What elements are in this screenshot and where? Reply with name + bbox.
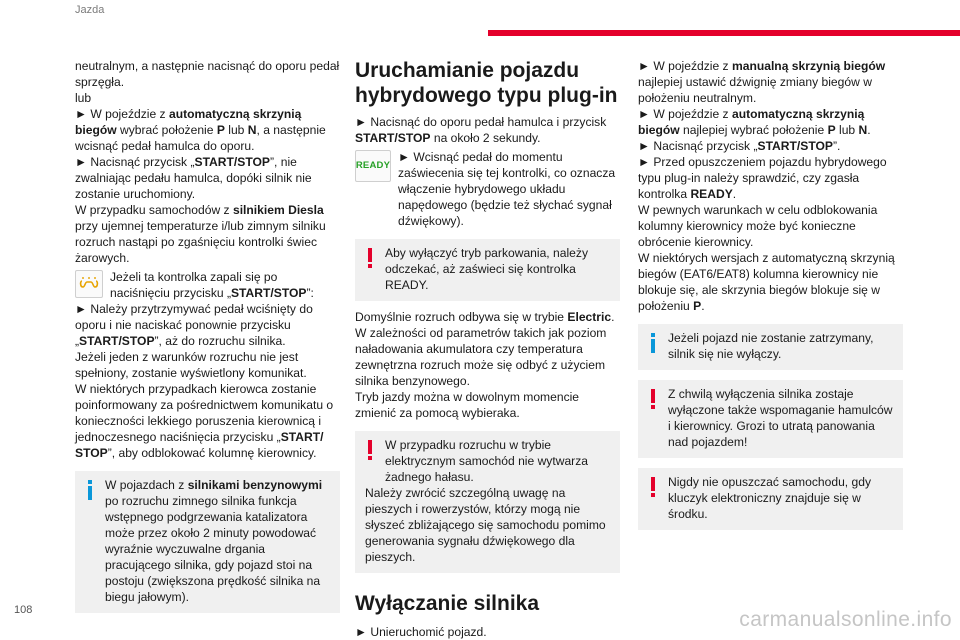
column-2 bbox=[355, 58, 620, 640]
paragraph: W niektórych przypadkach kierowca zostanie poinformowany za pośrednictwem komunikatu o konieczności lekkiego poruszenia kierownicą i jednoczesnego naciśnięcia przycisku „START/ STOP”, aby odblokować kolumnę kierownicy. bbox=[75, 382, 334, 460]
warning-note bbox=[355, 431, 620, 573]
paragraph: W pewnych warunkach w celu odblokowania kolumny kierownicy może być konieczne obrócenie kierownicy. bbox=[638, 203, 878, 249]
note-text: Należy zwrócić szczególną uwagę na pieszych i rowerzystów, którzy mogą nie słyszeć zbliżającego się samochodu pomimo generowania sygnału dźwiękowego dla pieszych. bbox=[365, 486, 606, 564]
warning-note bbox=[638, 380, 903, 458]
info-icon bbox=[85, 480, 95, 500]
warning-icon bbox=[648, 389, 658, 409]
paragraph: Tryb jazdy można w dowolnym momencie zmienić za pomocą wybieraka. bbox=[355, 390, 580, 420]
glow-plug-icon bbox=[75, 270, 103, 298]
column-1 bbox=[75, 58, 340, 613]
paragraph: ► W pojeździe z automatyczną skrzynią biegów najlepiej wybrać położenie P lub N. bbox=[638, 107, 871, 137]
note-text: Aby wyłączyć tryb parkowania, należy odczekać, aż zaświeci się kontrolka READY. bbox=[385, 246, 588, 292]
info-note bbox=[75, 471, 340, 613]
paragraph: ► W pojeździe z manualną skrzynią biegów najlepiej ustawić dźwignię zmiany biegów w położeniu neutralnym. bbox=[638, 59, 886, 105]
chapter-title: Jazda bbox=[75, 4, 105, 16]
note-text: Z chwilą wyłączenia silnika zostaje wyłączone także wspomaganie hamulców i kierownicy. Grozi to utratą panowania nad pojazdem! bbox=[668, 387, 893, 449]
glow-plug-lamp-row bbox=[75, 269, 340, 301]
paragraph: W zależności od parametrów takich jak poziom naładowania akumulatora czy temperatura zewnętrzna rozruch może się odbyć z użyciem silnika benzynowego. bbox=[355, 326, 607, 388]
paragraph: Domyślnie rozruch odbywa się w trybie Electric. bbox=[355, 310, 615, 324]
warning-icon bbox=[365, 248, 375, 268]
section-heading: Wyłączanie silnika bbox=[355, 592, 540, 615]
warning-icon bbox=[365, 440, 375, 460]
paragraph: ► Nacisnąć do oporu pedał hamulca i przycisk START/STOP na około 2 sekundy. bbox=[355, 115, 607, 145]
note-text: Nigdy nie opuszczać samochodu, gdy kluczyk elektroniczny znajduje się w środku. bbox=[668, 475, 872, 521]
paragraph: ► Nacisnąć przycisk „START/STOP”, nie zwalniając pedału hamulca, dopóki silnik nie zostanie uruchomiony. bbox=[75, 155, 312, 201]
ready-indicator-icon: READY bbox=[355, 150, 391, 182]
warning-icon bbox=[648, 477, 658, 497]
note-text: W przypadku rozruchu w trybie elektrycznym samochód nie wytwarza żadnego hałasu. bbox=[385, 438, 588, 484]
note-text: Jeżeli pojazd nie zostanie zatrzymany, silnik się nie wyłączy. bbox=[668, 331, 874, 361]
paragraph: ► W pojeździe z automatyczną skrzynią biegów wybrać położenie P lub N, a następnie wcisnąć pedał hamulca do oporu. bbox=[75, 107, 326, 153]
paragraph: ► Unieruchomić pojazd. bbox=[355, 625, 487, 639]
header-accent-bar bbox=[488, 30, 960, 36]
watermark: carmanualsonline.info bbox=[739, 608, 952, 631]
paragraph: ► Przed opuszczeniem pojazdu hybrydowego typu plug-in należy sprawdzić, czy zgasła kontrolka READY. bbox=[638, 155, 887, 201]
paragraph: Jeżeli ta kontrolka zapali się po naciśnięciu przycisku „START/STOP”: bbox=[110, 270, 314, 300]
paragraph: Jeżeli jeden z warunków rozruchu nie jest spełniony, zostanie wyświetlony komunikat. bbox=[75, 350, 307, 380]
info-icon bbox=[648, 333, 658, 353]
paragraph: ► Wcisnąć pedał do momentu zaświecenia się tej kontrolki, co oznacza włączenie hybrydowego układu napędowego (będzie też słychać sygnał dźwiękowy). bbox=[398, 150, 616, 228]
note-text: W pojazdach z silnikami benzynowymi po rozruchu zimnego silnika funkcja wstępnego podgrzewania katalizatora może przez około 2 minuty powodować wyraźnie wyczuwalne drgania pracującego silnika, gdy pojazd stoi na postoju (zwiększona prędkość silnika na biegu jałowym). bbox=[105, 478, 323, 604]
ready-lamp-row bbox=[355, 149, 620, 229]
paragraph: W przypadku samochodów z silnikiem Diesla przy ujemnej temperaturze i/lub zimnym silniku rozruch nastąpi po zgaśnięciu kontrolki świec żarowych. bbox=[75, 203, 326, 265]
paragraph: ► Nacisnąć przycisk „START/STOP”. bbox=[638, 139, 841, 153]
paragraph: lub bbox=[75, 91, 92, 105]
paragraph: ► Należy przytrzymywać pedał wciśnięty do oporu i nie naciskać ponownie przycisku „START/STOP”, aż do rozruchu silnika. bbox=[75, 302, 313, 348]
column-3 bbox=[638, 58, 903, 530]
warning-note bbox=[355, 239, 620, 301]
section-heading: Uruchamianie pojazdu hybrydowego typu plug-in bbox=[355, 59, 618, 107]
page-number: 108 bbox=[14, 604, 33, 616]
paragraph: neutralnym, a następnie nacisnąć do oporu pedał sprzęgła. bbox=[75, 59, 340, 89]
info-note bbox=[638, 324, 903, 370]
warning-note bbox=[638, 468, 903, 530]
paragraph: W niektórych wersjach z automatyczną skrzynią biegów (EAT6/EAT8) kolumna kierownicy nie blokuje się, ale skrzynia biegów blokuje się w położeniu P. bbox=[638, 251, 895, 313]
